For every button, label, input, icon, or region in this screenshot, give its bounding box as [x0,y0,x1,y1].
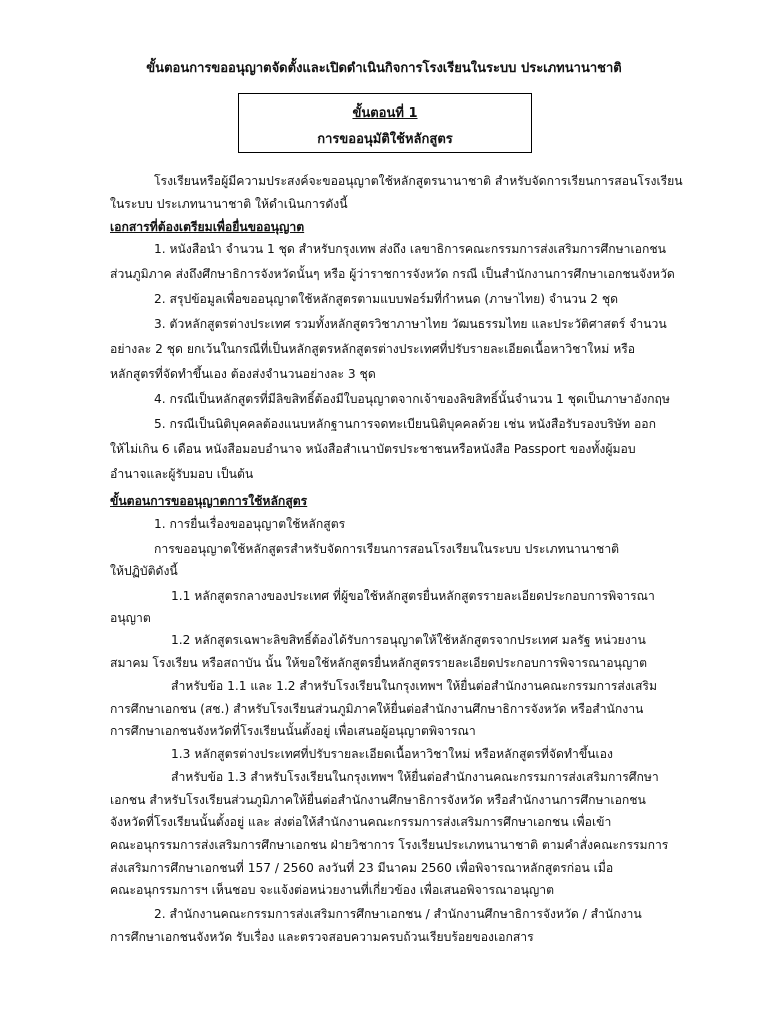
body-line: ในระบบ ประเภทนานาชาติ ให้ดำเนินการดังนี้ [110,197,348,211]
body-line: ส่วนภูมิภาค ส่งถึงศึกษาธิการจังหวัดนั้นๆ หรือ ผู้ว่าราชการจังหวัด กรณี เป็นสำนักงานการศึกษาเอกชนจังหวัด [110,267,675,281]
body-line: คณะอนุกรรมการส่งเสริมการศึกษาเอกชน ฝ่ายวิชาการ โรงเรียนประเภทนานาชาติ ตามคำสั่งคณะกรรมการ [110,838,669,852]
section-heading: ขั้นตอนการขออนุญาตการใช้หลักสูตร [110,494,308,508]
body-line: ให้ไม่เกิน 6 เดือน หนังสือมอบอำนาจ หนังสือสำเนาบัตรประชาชนหรือหนังสือ Passport ของทั้งผู้มอบ [110,442,636,456]
body-line: โรงเรียนหรือผู้มีความประสงค์จะขออนุญาตใช้หลักสูตรนานาชาติ สำหรับจัดการเรียนการสอนโรงเรียน [154,174,683,188]
body-line: 5. กรณีเป็นนิติบุคคลต้องแนบหลักฐานการจดทะเบียนนิติบุคคลด้วย เช่น หนังสือรับรองบริษัท ออก [154,417,656,431]
section-heading: เอกสารที่ต้องเตรียมเพื่อยื่นขออนุญาต [110,220,305,234]
body-line: อำนาจและผู้รับมอบ เป็นต้น [110,467,254,481]
body-line: สำหรับข้อ 1.1 และ 1.2 สำหรับโรงเรียนในกรุงเทพฯ ให้ยื่นต่อสำนักงานคณะกรรมการส่งเสริม [171,679,657,693]
body-line: คณะอนุกรรมการฯ เห็นชอบ จะแจ้งต่อหน่วยงานที่เกี่ยวข้อง เพื่อเสนอพิจารณาอนุญาต [110,883,555,897]
step-number: ขั้นตอนที่ 1 [352,106,418,121]
body-line: จังหวัดที่โรงเรียนนั้นตั้งอยู่ และ ส่งต่อให้สำนักงานคณะกรรมการส่งเสริมการศึกษาเอกชน เพื่อเข้า [110,815,612,829]
body-line: สำหรับข้อ 1.3 สำหรับโรงเรียนในกรุงเทพฯ ให้ยื่นต่อสำนักงานคณะกรรมการส่งเสริมการศึกษา [171,770,659,784]
document-title: ขั้นตอนการขออนุญาตจัดตั้งและเปิดดำเนินกิจการโรงเรียนในระบบ ประเภทนานาชาติ [146,61,622,76]
body-line: หลักสูตรที่จัดทำขึ้นเอง ต้องส่งจำนวนอย่างละ 3 ชุด [110,367,376,381]
body-line: การศึกษาเอกชนจังหวัดที่โรงเรียนนั้นตั้งอยู่ เพื่อเสนอผู้อนุญาตพิจารณา [110,724,476,738]
step-box [238,93,532,153]
body-line: 1.3 หลักสูตรต่างประเทศที่ปรับรายละเอียดเนื้อหาวิชาใหม่ หรือหลักสูตรที่จัดทำขึ้นเอง [171,747,613,761]
body-line: เอกชน สำหรับโรงเรียนส่วนภูมิภาคให้ยื่นต่อสำนักงานศึกษาธิการจังหวัด หรือสำนักงานการศึกษาเอกชน [110,793,646,807]
body-line: อนุญาต [110,611,151,625]
body-line: 2. สรุปข้อมูลเพื่อขออนุญาตใช้หลักสูตรตามแบบฟอร์มที่กำหนด (ภาษาไทย) จำนวน 2 ชุด [154,292,619,306]
body-line: ส่งเสริมการศึกษาเอกชนที่ 157 / 2560 ลงวันที่ 23 มีนาคม 2560 เพื่อพิจารณาหลักสูตรก่อน เมื่อ [110,861,614,875]
step-title: การขออนุมัติใช้หลักสูตร [317,132,453,147]
body-line: 1.1 หลักสูตรกลางของประเทศ ที่ผู้ขอใช้หลักสูตรยื่นหลักสูตรรายละเอียดประกอบการพิจารณา [171,589,655,603]
body-line: 3. ตัวหลักสูตรต่างประเทศ รวมทั้งหลักสูตรวิชาภาษาไทย วัฒนธรรมไทย และประวัติศาสตร์ จำนวน [154,317,667,331]
body-line: 2. สำนักงานคณะกรรมการส่งเสริมการศึกษาเอกชน / สำนักงานศึกษาธิการจังหวัด / สำนักงาน [154,907,642,921]
body-line: 1. การยื่นเรื่องขออนุญาตใช้หลักสูตร [154,517,346,531]
body-line: ให้ปฏิบัติดังนี้ [110,564,178,578]
body-line: อย่างละ 2 ชุด ยกเว้นในกรณีที่เป็นหลักสูตรหลักสูตรต่างประเทศที่ปรับรายละเอียดเนื้อหาวิชาใหม่ หรือ [110,342,636,356]
body-line: การขออนุญาตใช้หลักสูตรสำหรับจัดการเรียนการสอนโรงเรียนในระบบ ประเภทนานาชาติ [154,542,620,556]
body-line: การศึกษาเอกชนจังหวัด รับเรื่อง และตรวจสอบความครบถ้วนเรียบร้อยของเอกสาร [110,930,534,944]
body-line: 4. กรณีเป็นหลักสูตรที่มีลิขสิทธิ์ต้องมีใบอนุญาตจากเจ้าของลิขสิทธิ์นั้นจำนวน 1 ชุดเป็นภาษาอังกฤษ [154,392,670,406]
body-line: 1. หนังสือนำ จำนวน 1 ชุด สำหรับกรุงเทพ ส่งถึง เลขาธิการคณะกรรมการส่งเสริมการศึกษาเอกชน [154,242,666,256]
body-line: การศึกษาเอกชน (สช.) สำหรับโรงเรียนส่วนภูมิภาคให้ยื่นต่อสำนักงานศึกษาธิการจังหวัด หรือสำนักงาน [110,702,644,716]
body-line: สมาคม โรงเรียน หรือสถาบัน นั้น ให้ขอใช้หลักสูตรยื่นหลักสูตรรายละเอียดประกอบการพิจารณาอนุญาต [110,656,648,670]
body-line: 1.2 หลักสูตรเฉพาะลิขสิทธิ์ต้องได้รับการอนุญาตให้ใช้หลักสูตรจากประเทศ มลรัฐ หน่วยงาน [171,633,646,647]
